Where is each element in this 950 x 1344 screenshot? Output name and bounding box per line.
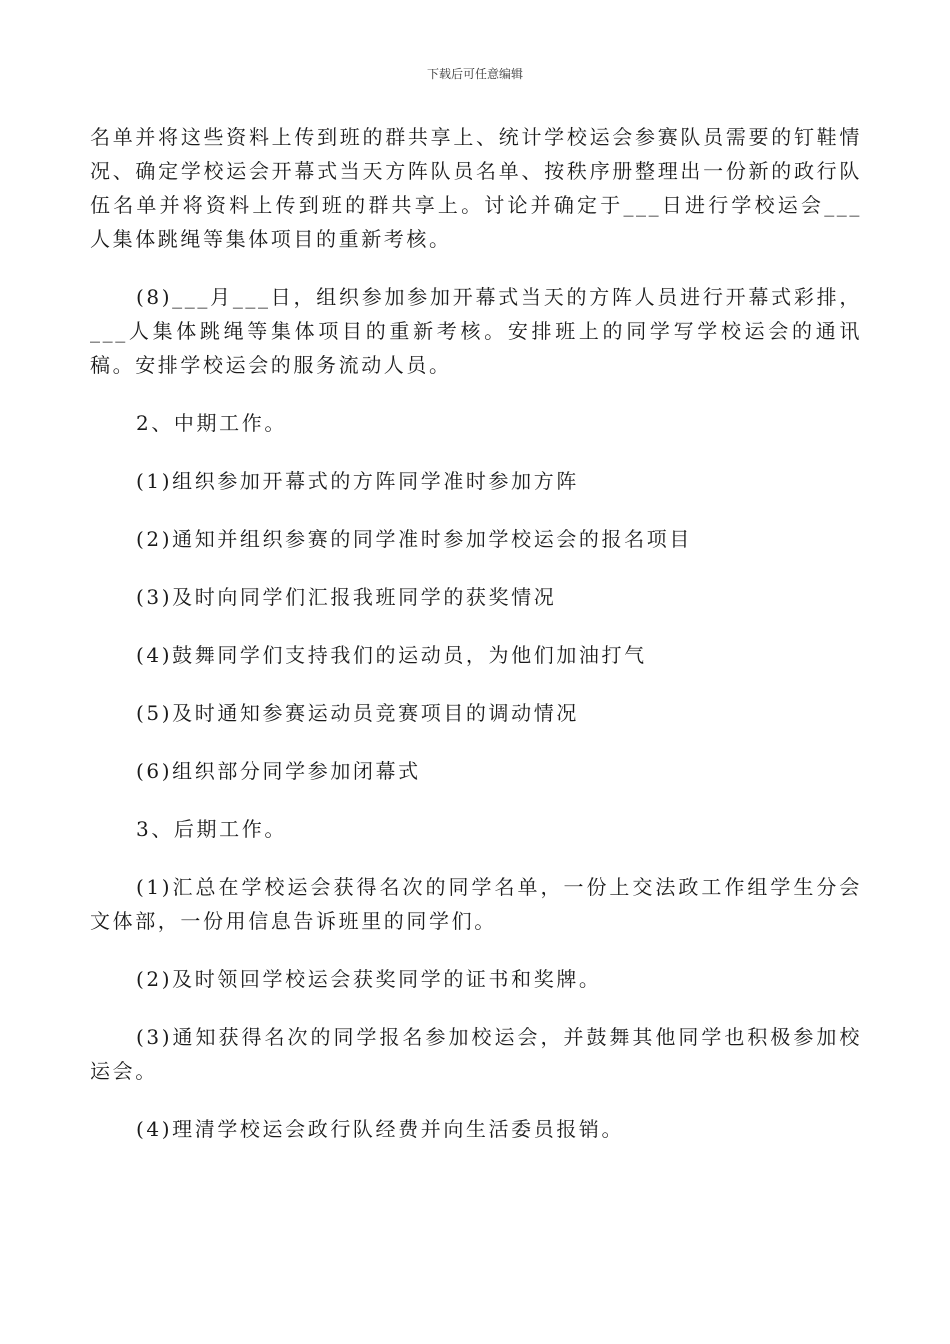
paragraph-item-8: (8)___月___日，组织参加参加开幕式当天的方阵人员进行开幕式彩排，___人集体跳绳等集体项目的重新考核。安排班上的同学写学校运会的通讯稿。安排学校运会的服务流动人员。	[90, 285, 862, 377]
paragraph-late-1: (1)汇总在学校运会获得名次的同学名单，一份上交法政工作组学生分会文体部，一份用信息告诉班里的同学们。	[90, 875, 862, 933]
paragraph-midterm-6: (6)组织部分同学参加闭幕式	[136, 759, 421, 783]
document-body	[90, 120, 862, 1146]
paragraph-late-3: (3)通知获得名次的同学报名参加校运会，并鼓舞其他同学也积极参加校运会。	[90, 1025, 862, 1083]
paragraph-late-2: (2)及时领回学校运会获奖同学的证书和奖牌。	[136, 967, 602, 991]
paragraph-midterm-1: (1)组织参加开幕式的方阵同学准时参加方阵	[136, 469, 579, 493]
paragraph-midterm-3: (3)及时向同学们汇报我班同学的获奖情况	[136, 585, 557, 609]
paragraph-midterm-2: (2)通知并组织参赛的同学准时参加学校运会的报名项目	[136, 527, 692, 551]
paragraph-continuation: 名单并将这些资料上传到班的群共享上、统计学校运会参赛队员需要的钉鞋情况、确定学校运会开幕式当天方阵队员名单、按秩序册整理出一份新的政行队伍名单并将资料上传到班的群共享上。讨论并确定于___日进行学校运会___人集体跳绳等集体项目的重新考核。	[90, 125, 862, 251]
section-heading-late: 3、后期工作。	[136, 817, 287, 841]
paragraph-midterm-4: (4)鼓舞同学们支持我们的运动员，为他们加油打气	[136, 643, 647, 667]
paragraph-late-4: (4)理清学校运会政行队经费并向生活委员报销。	[136, 1117, 625, 1141]
page-header: 下载后可任意编辑	[426, 67, 523, 81]
section-heading-midterm: 2、中期工作。	[136, 411, 287, 435]
paragraph-midterm-5: (5)及时通知参赛运动员竞赛项目的调动情况	[136, 701, 579, 725]
